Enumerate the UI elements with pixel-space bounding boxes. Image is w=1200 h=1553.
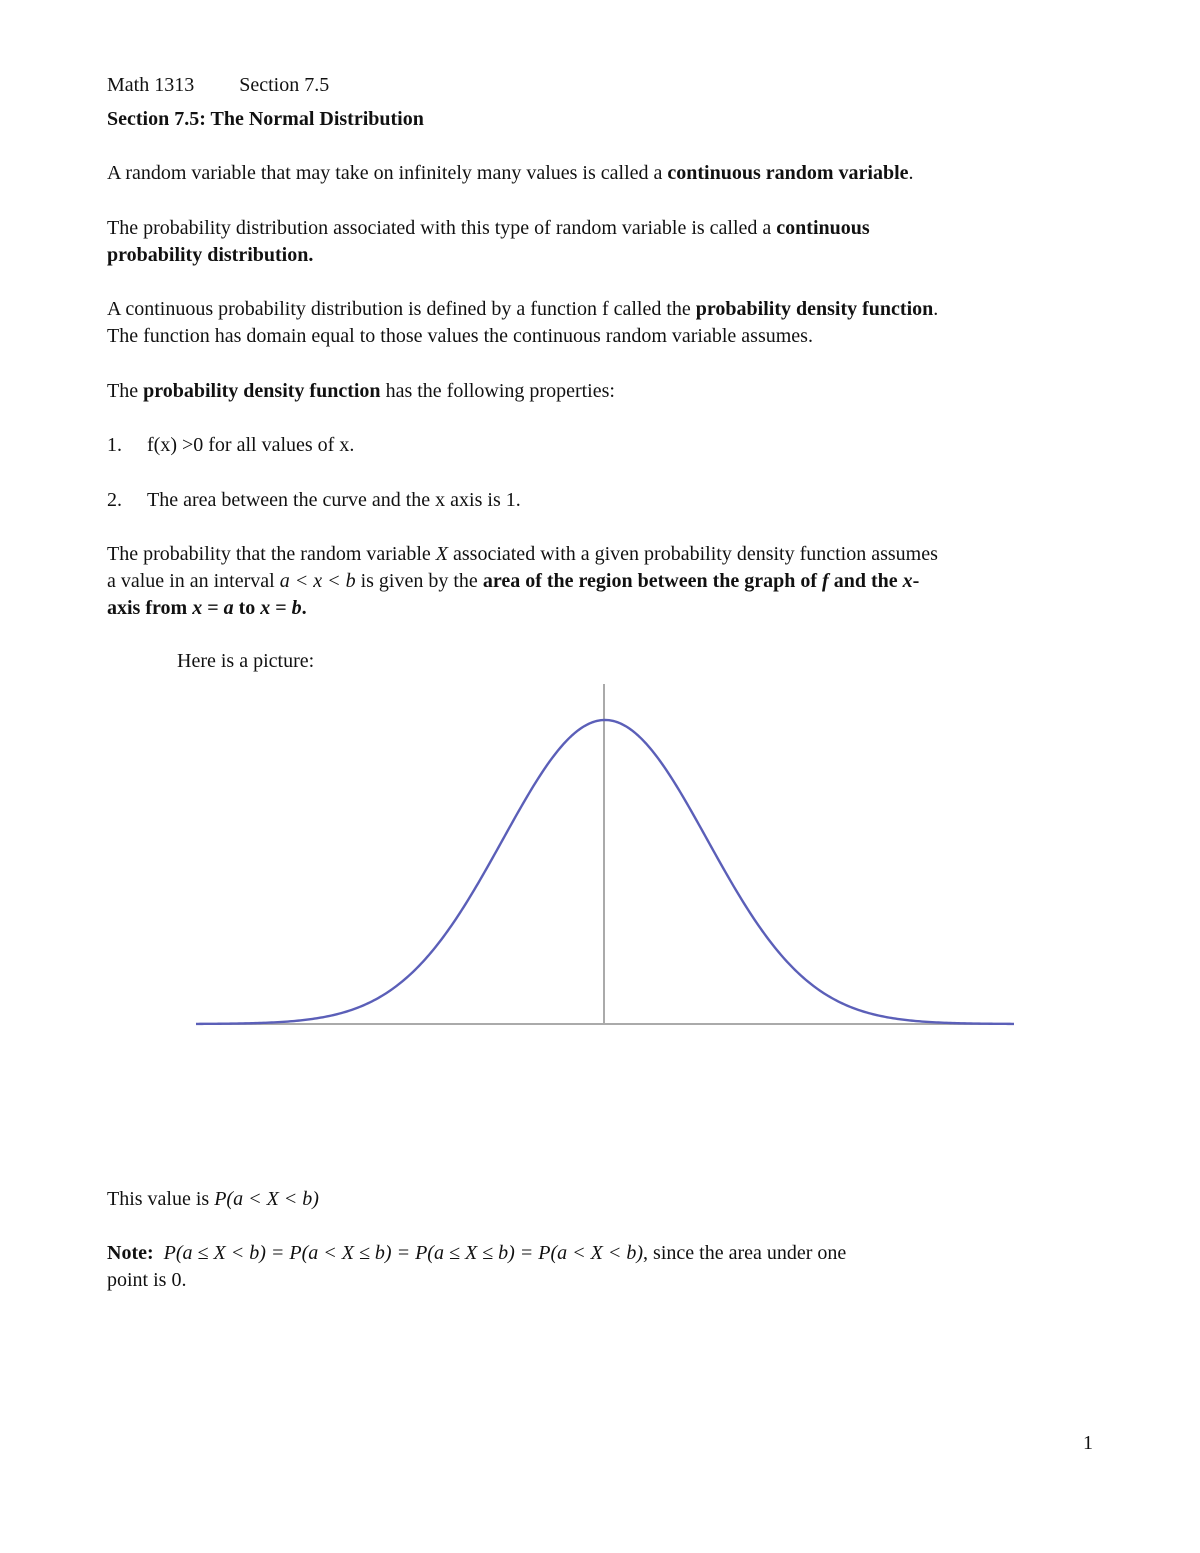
note-text: , since the area under one bbox=[643, 1242, 847, 1264]
list-item bbox=[107, 434, 354, 457]
p5-text: a value in an interval bbox=[107, 570, 280, 592]
section-label: Section 7.5 bbox=[239, 74, 330, 96]
paragraph-5-line-1 bbox=[107, 543, 938, 566]
p5-text: is given by the bbox=[355, 570, 483, 592]
p5-bold: area of the region between the graph of bbox=[482, 570, 823, 592]
paragraph-1 bbox=[107, 162, 914, 185]
p5-x: x bbox=[192, 597, 203, 619]
p5-bold: and the bbox=[828, 570, 903, 592]
paragraph-2-line-1 bbox=[107, 217, 870, 240]
p3-term: probability density function bbox=[695, 298, 934, 320]
value-line bbox=[107, 1188, 319, 1211]
paragraph-5-line-2 bbox=[107, 570, 919, 593]
p4-end: has the following properties: bbox=[380, 380, 615, 402]
page-title: Section 7.5: The Normal Distribution bbox=[107, 108, 424, 130]
p5-eq: = bbox=[270, 597, 292, 619]
p1-term: continuous random variable bbox=[667, 162, 909, 184]
p5-b: b bbox=[291, 597, 302, 619]
document-header bbox=[107, 74, 329, 97]
p5-dash: - bbox=[912, 570, 920, 592]
p5-to: to bbox=[233, 597, 261, 619]
p1-end: . bbox=[908, 162, 914, 184]
note-line-2: point is 0. bbox=[107, 1269, 187, 1291]
paragraph-4 bbox=[107, 380, 615, 403]
p5-text: The probability that the random variable bbox=[107, 543, 436, 565]
p5-interval: a < x < b bbox=[279, 570, 356, 592]
note-label: Note: bbox=[107, 1242, 154, 1264]
p2-term-a: continuous bbox=[776, 217, 870, 239]
p2-term-b: probability distribution bbox=[107, 244, 309, 266]
p3-end: . bbox=[933, 298, 939, 320]
list-text: f(x) >0 for all values of x. bbox=[147, 434, 355, 456]
paragraph-2-line-2 bbox=[107, 244, 313, 267]
p5-bold: axis from bbox=[107, 597, 193, 619]
p5-f: f bbox=[822, 570, 829, 592]
p5-a: a bbox=[223, 597, 234, 619]
p4-term: probability density function bbox=[143, 380, 381, 402]
normal-curve-graph bbox=[190, 680, 1020, 1040]
p5-text: associated with a given probability density function assumes bbox=[448, 543, 938, 565]
list-number: 2. bbox=[107, 489, 122, 511]
note-line-1 bbox=[107, 1242, 846, 1265]
list-number: 1. bbox=[107, 434, 122, 456]
list-text: The area between the curve and the x axis is 1. bbox=[147, 489, 521, 511]
p5-end: . bbox=[301, 597, 307, 619]
p5-x: x bbox=[902, 570, 913, 592]
paragraph-5-line-3 bbox=[107, 597, 307, 620]
picture-caption: Here is a picture: bbox=[177, 650, 315, 672]
paragraph-3-line-1 bbox=[107, 298, 938, 321]
p1-text: A random variable that may take on infinitely many values is called a bbox=[107, 162, 668, 184]
p2-end: . bbox=[308, 244, 314, 266]
note-expression: P(a ≤ X < b) = P(a < X ≤ b) = P(a ≤ X ≤ b) = P(a < X < b) bbox=[163, 1242, 644, 1264]
course-label: Math 1313 bbox=[107, 74, 195, 96]
p2-text: The probability distribution associated with this type of random variable is called a bbox=[107, 217, 777, 239]
paragraph-3-line-2: The function has domain equal to those values the continuous random variable assumes. bbox=[107, 325, 813, 347]
p4-start: The bbox=[107, 380, 144, 402]
p3-text: A continuous probability distribution is defined by a function f called the bbox=[107, 298, 696, 320]
p5-eq: = bbox=[202, 597, 224, 619]
p5-var-x: X bbox=[435, 543, 448, 565]
page-number: 1 bbox=[1083, 1432, 1093, 1454]
list-item bbox=[107, 489, 521, 512]
p5-x: x bbox=[260, 597, 271, 619]
value-text: This value is bbox=[107, 1188, 215, 1210]
value-expression: P(a < X < b) bbox=[214, 1188, 319, 1210]
